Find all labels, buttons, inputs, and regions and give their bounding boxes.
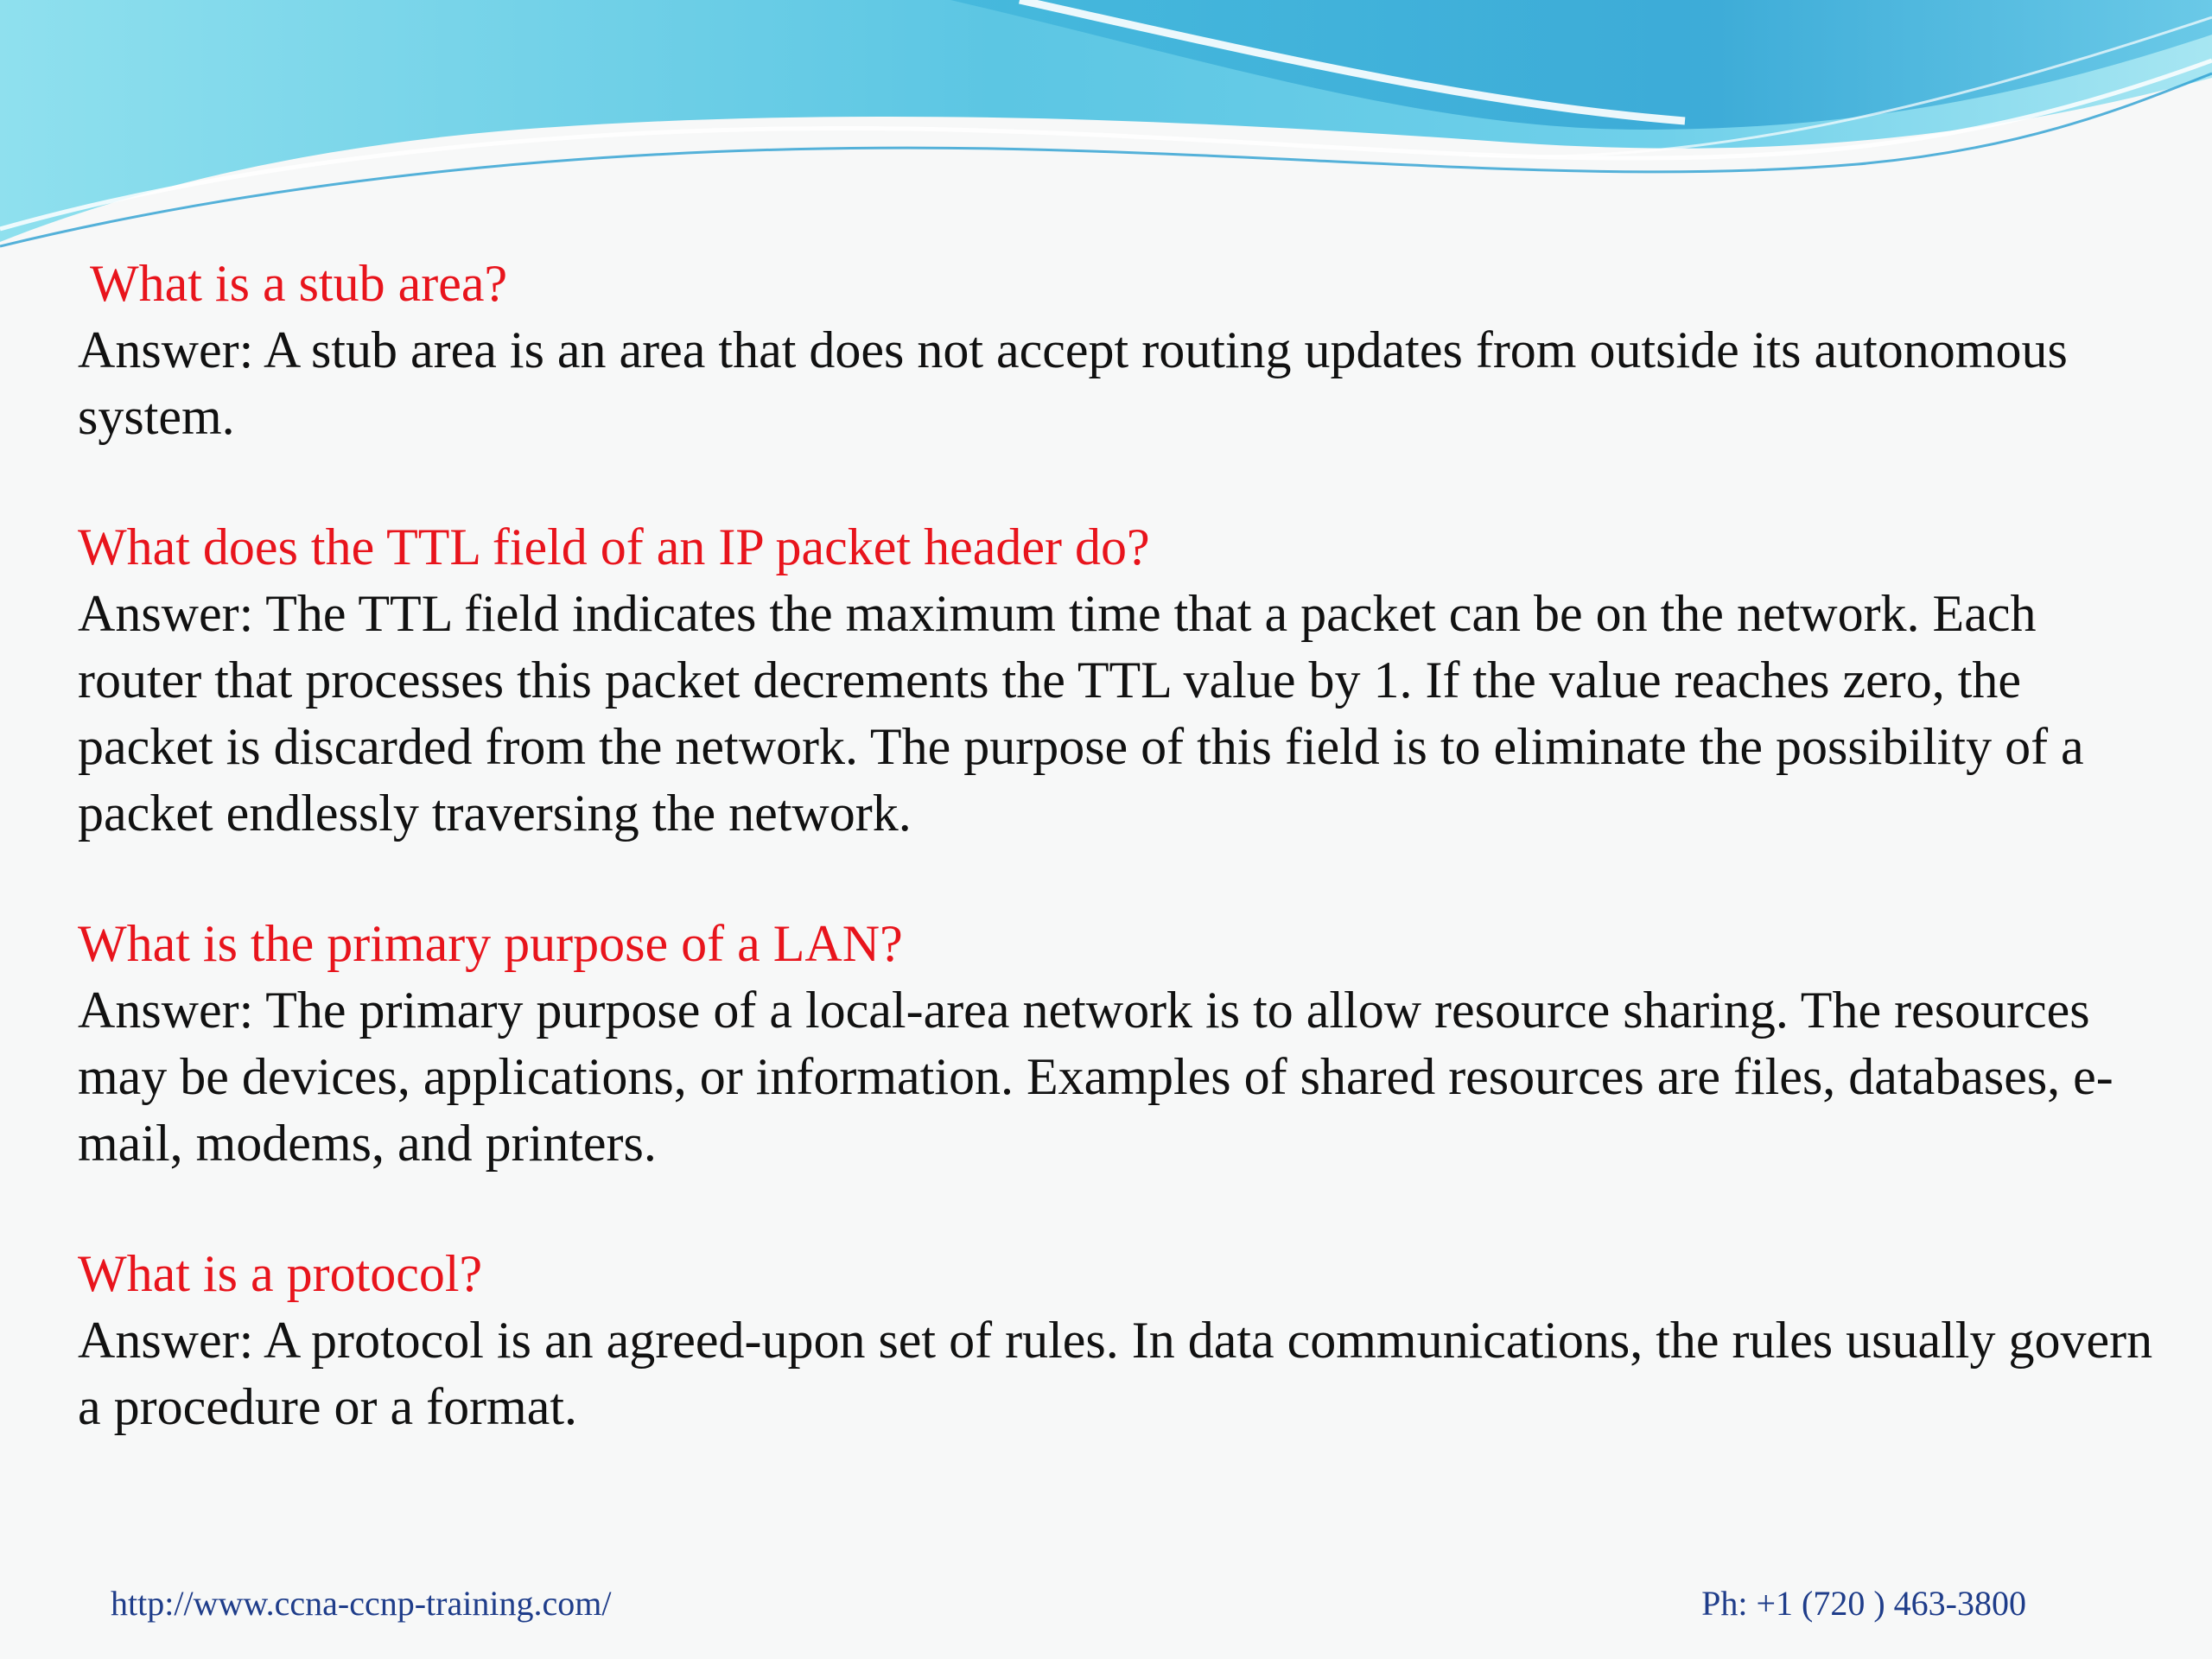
question-heading: What does the TTL field of an IP packet header do?: [78, 518, 1150, 575]
answer-text: Answer: The primary purpose of a local-area network is to allow resource sharing. The resources may be devices, applications, or information. Examples of shared resources are files, databases, e-mail, modems, and printers.: [78, 982, 2113, 1172]
qa-item-stub-area: [78, 251, 2169, 450]
header-wave-decoration: [0, 0, 2212, 259]
qa-item-protocol: [78, 1241, 2169, 1440]
qa-content: [78, 251, 2169, 1504]
question-heading: What is a stub area?: [90, 255, 508, 312]
answer-text: Answer: The TTL field indicates the maximum time that a packet can be on the network. Each router that processes this packet decrements the TTL value by 1. If the value reaches zero, the packet is discarded from the network. The purpose of this field is to eliminate the possibility of a packet endlessly traversing the network.: [78, 585, 2084, 842]
footer-phone-number: Ph: +1 (720 ) 463-3800: [1701, 1584, 2026, 1623]
question-heading: What is a protocol?: [78, 1245, 483, 1302]
qa-item-ttl-field: [78, 514, 2169, 847]
answer-text: Answer: A protocol is an agreed-upon set of rules. In data communications, the rules usually govern a procedure or a format.: [78, 1312, 2153, 1435]
answer-text: Answer: A stub area is an area that does not accept routing updates from outside its autonomous system.: [78, 321, 2068, 445]
footer-website-link[interactable]: http://www.ccna-ccnp-training.com/: [111, 1584, 612, 1623]
question-heading: What is the primary purpose of a LAN?: [78, 915, 903, 972]
qa-item-lan-purpose: [78, 911, 2169, 1177]
